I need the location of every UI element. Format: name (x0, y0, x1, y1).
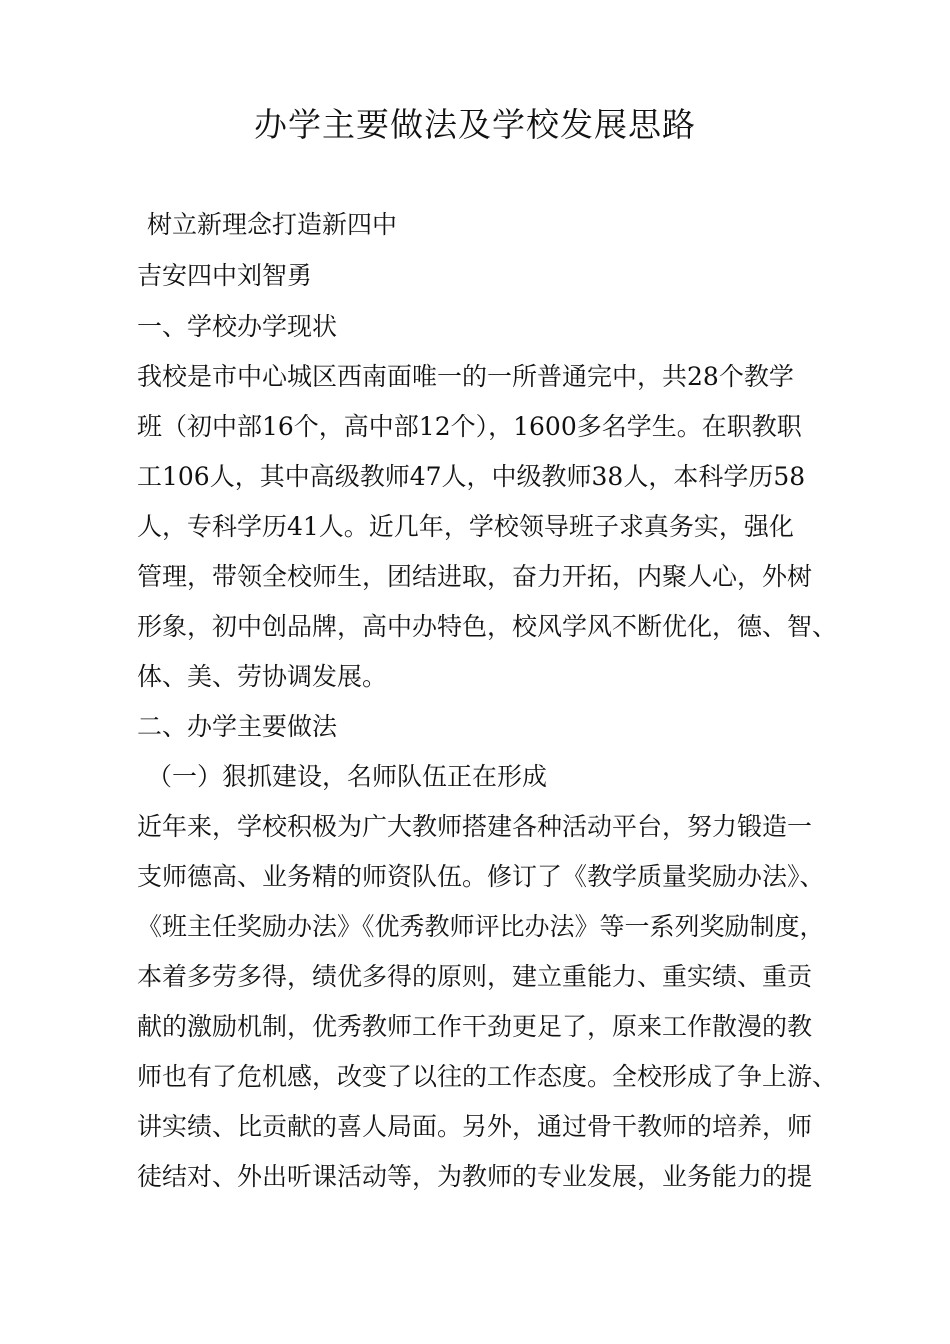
paragraph-line: 工106人，其中高级教师47人，中级教师38人，本科学历58 (137, 462, 806, 491)
paragraph-line: 徒结对、外出听课活动等，为教师的专业发展，业务能力的提 (137, 1162, 813, 1191)
paragraph-line: 师也有了危机感，改变了以往的工作态度。全校形成了争上游、 (137, 1062, 838, 1091)
paragraph-line: 管理，带领全校师生，团结进取，奋力开拓，内聚人心，外树 (137, 562, 813, 591)
document-subtitle: 树立新理念打造新四中 (147, 210, 398, 239)
paragraph-line: 形象，初中创品牌，高中办特色，校风学风不断优化，德、智、 (137, 612, 838, 641)
paragraph-line: 支师德高、业务精的师资队伍。修订了《教学质量奖励办法》、 (137, 862, 825, 891)
paragraph-line: 讲实绩、比贡献的喜人局面。另外，通过骨干教师的培养，师 (137, 1112, 813, 1141)
paragraph-line: 班（初中部16个，高中部12个），1600多名学生。在职教职 (137, 412, 802, 441)
section-heading: 二、办学主要做法 (137, 712, 338, 741)
subsection-heading: （一）狠抓建设，名师队伍正在形成 (147, 762, 548, 791)
paragraph-line: 体、美、劳协调发展。 (137, 662, 388, 691)
author-line: 吉安四中刘智勇 (137, 261, 313, 290)
paragraph-line: 献的激励机制，优秀教师工作干劲更足了，原来工作散漫的教 (137, 1012, 813, 1041)
document-title: 办学主要做法及学校发展思路 (254, 105, 696, 144)
paragraph-line: 本着多劳多得，绩优多得的原则，建立重能力、重实绩、重贡 (137, 962, 813, 991)
paragraph-line: 我校是市中心城区西南面唯一的一所普通完中，共28个教学 (137, 362, 794, 391)
paragraph-line: 近年来，学校积极为广大教师搭建各种活动平台，努力锻造一 (137, 812, 813, 841)
paragraph-line: 《班主任奖励办法》《优秀教师评比办法》等一系列奖励制度， (137, 912, 825, 941)
section-heading: 一、学校办学现状 (137, 312, 338, 341)
paragraph-line: 人，专科学历41人。近几年，学校领导班子求真务实，强化 (137, 512, 794, 541)
